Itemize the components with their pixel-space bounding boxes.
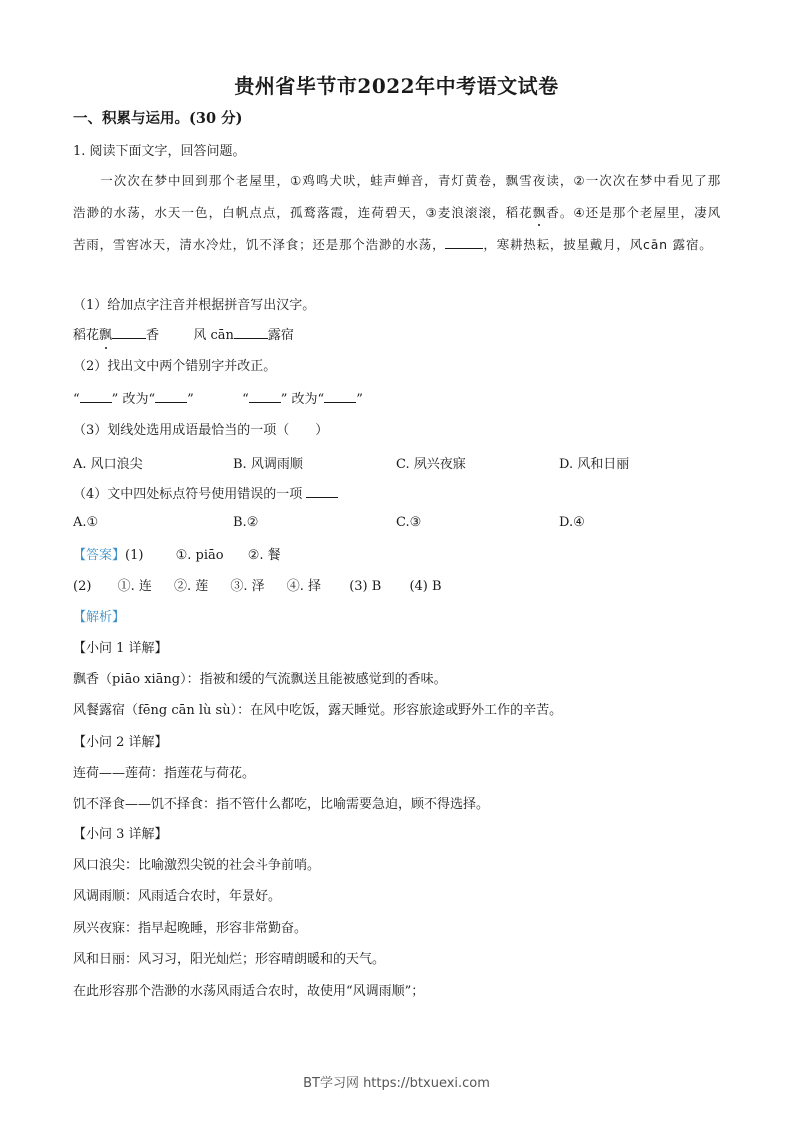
option-key: A. — [73, 457, 87, 472]
dotted-char: 飘 — [99, 328, 113, 343]
answer-blank[interactable] — [234, 326, 268, 339]
page-title: 贵州省毕节市2022年中考语文试卷 — [234, 74, 559, 98]
item1-prefix: 稻花 — [73, 328, 100, 343]
option-a[interactable] — [73, 453, 143, 472]
dotted-char: 飘 — [532, 205, 547, 220]
change-label: 改为 — [291, 392, 318, 407]
answer-label: 【答案】 — [73, 548, 126, 563]
option-key: C. — [396, 457, 410, 472]
answer-prefix: (1) — [125, 548, 144, 563]
analysis-line: 夙兴夜寐：指早起晚睡，形容非常勤奋。 — [73, 921, 308, 936]
answer-item: (4) B — [409, 579, 442, 594]
answer-prefix: (2) — [73, 579, 92, 594]
item1-suffix: 香 — [146, 328, 160, 343]
option-b[interactable] — [233, 515, 258, 530]
option-key: D. — [559, 457, 574, 472]
answer-blank[interactable] — [445, 236, 483, 249]
sub2-blanks — [73, 390, 363, 409]
analysis-line: 风餐露宿（fēng cān lù sù）：在风中吃饭，露天睡觉。形容旅途或野外工作的辛苦。 — [73, 703, 563, 718]
option-c[interactable] — [396, 515, 421, 530]
item2-prefix: 风 cān — [193, 328, 234, 343]
option-text: 风口浪尖 — [90, 457, 143, 472]
quote: “ — [73, 392, 80, 407]
quote: “ — [242, 392, 249, 407]
option-d[interactable] — [559, 515, 585, 530]
answer-item: ②. 莲 — [173, 579, 209, 594]
answer-item: ②. 餐 — [247, 548, 281, 563]
analysis-line: 风调雨顺：风雨适合农时，年景好。 — [73, 889, 282, 904]
passage-part3: ，寒耕热耘，披星戴月，风 — [483, 237, 644, 252]
sub-question-3: （3）划线处选用成语最恰当的一项（ ） — [73, 423, 329, 438]
quote: ” — [187, 392, 194, 407]
answer-blank[interactable] — [306, 485, 338, 498]
option-key: A. — [73, 515, 87, 530]
footer-watermark: BT学习网 https://btxuexi.com — [303, 1076, 490, 1091]
answer-blank[interactable] — [80, 390, 112, 403]
analysis-line: 风和日丽：风习习，阳光灿烂；形容晴朗暖和的天气。 — [73, 952, 386, 967]
option-text: ② — [246, 515, 259, 530]
answer-item: ①. 连 — [117, 579, 152, 594]
quote: “ — [148, 392, 156, 407]
option-c[interactable] — [396, 453, 466, 472]
passage-part2: 香。④还是那个老屋里，凄风苦雨，雪窖冰天，清水冷灶，饥不泽食；还是那个浩渺的水荡， — [73, 205, 721, 252]
answer-line-1 — [73, 547, 281, 565]
sub4-prompt: （4）文中四处标点符号使用错误的一项 — [73, 487, 303, 502]
analysis-line: 饥不泽食——饥不择食：指不管什么都吃，比喻需要急迫，顾不得选择。 — [73, 797, 490, 812]
answer-blank[interactable] — [112, 326, 146, 339]
sub-question-4 — [73, 485, 338, 504]
item2-suffix: 露宿 — [267, 328, 294, 343]
analysis-heading: 【小问 2 详解】 — [73, 735, 168, 750]
option-text: ③ — [409, 515, 422, 530]
option-text: ① — [86, 515, 99, 530]
analysis-line: 飘香（piāo xiāng）：指被和缓的气流飘送且能被感觉到的香味。 — [73, 672, 447, 687]
option-key: B. — [233, 457, 247, 472]
passage-part1: 一次次在梦中回到那个老屋里，①鸡鸣犬吠，蛙声蝉音，青灯黄卷，飘雪夜读，②一次次在梦中看见了那浩渺的水荡，水天一色，白帆点点，孤鹜落霞，连荷碧天，③麦浪滚滚，稻花 — [73, 173, 721, 220]
analysis-line: 连荷——莲荷：指莲花与荷花。 — [73, 766, 256, 781]
quote: ” — [356, 392, 363, 407]
option-key: B. — [233, 515, 247, 530]
quote: ” — [111, 392, 119, 407]
analysis-heading: 【小问 1 详解】 — [73, 641, 168, 656]
sub-question-1: （1）给加点字注音并根据拼音写出汉字。 — [73, 298, 316, 313]
analysis-label: 【解析】 — [73, 610, 126, 625]
option-key: D. — [559, 515, 574, 530]
option-text: ④ — [573, 515, 585, 530]
answer-item: (3) B — [349, 579, 382, 594]
option-text: 风调雨顺 — [250, 457, 303, 472]
answer-item: ④. 择 — [286, 579, 322, 594]
reading-passage — [73, 165, 721, 261]
answer-blank[interactable] — [155, 390, 187, 403]
option-key: C. — [396, 515, 410, 530]
option-a[interactable] — [73, 515, 98, 530]
option-b[interactable] — [233, 453, 303, 472]
option-d[interactable] — [559, 453, 629, 472]
answer-blank[interactable] — [249, 390, 281, 403]
option-text: 夙兴夜寐 — [413, 457, 466, 472]
section-heading: 一、积累与运用。(30 分) — [73, 110, 243, 127]
sub-question-2: （2）找出文中两个错别字并改正。 — [73, 359, 277, 374]
answer-item: ③. 泽 — [230, 579, 265, 594]
option-text: 风和日丽 — [577, 457, 630, 472]
question-prompt: 1. 阅读下面文字，回答问题。 — [73, 144, 246, 159]
answer-line-2 — [73, 578, 442, 596]
analysis-heading: 【小问 3 详解】 — [73, 827, 168, 842]
change-label: 改为 — [122, 392, 149, 407]
answer-blank[interactable] — [324, 390, 356, 403]
sub1-items — [73, 326, 294, 345]
analysis-line: 在此形容那个浩渺的水荡风雨适合农时，故使用“风调雨顺”； — [73, 984, 425, 999]
analysis-line: 风口浪尖：比喻激烈尖锐的社会斗争前哨。 — [73, 858, 321, 873]
answer-item: ①. piāo — [175, 548, 224, 563]
passage-part4: cān 露宿。 — [643, 237, 713, 252]
quote: “ — [317, 392, 325, 407]
quote: ” — [280, 392, 288, 407]
